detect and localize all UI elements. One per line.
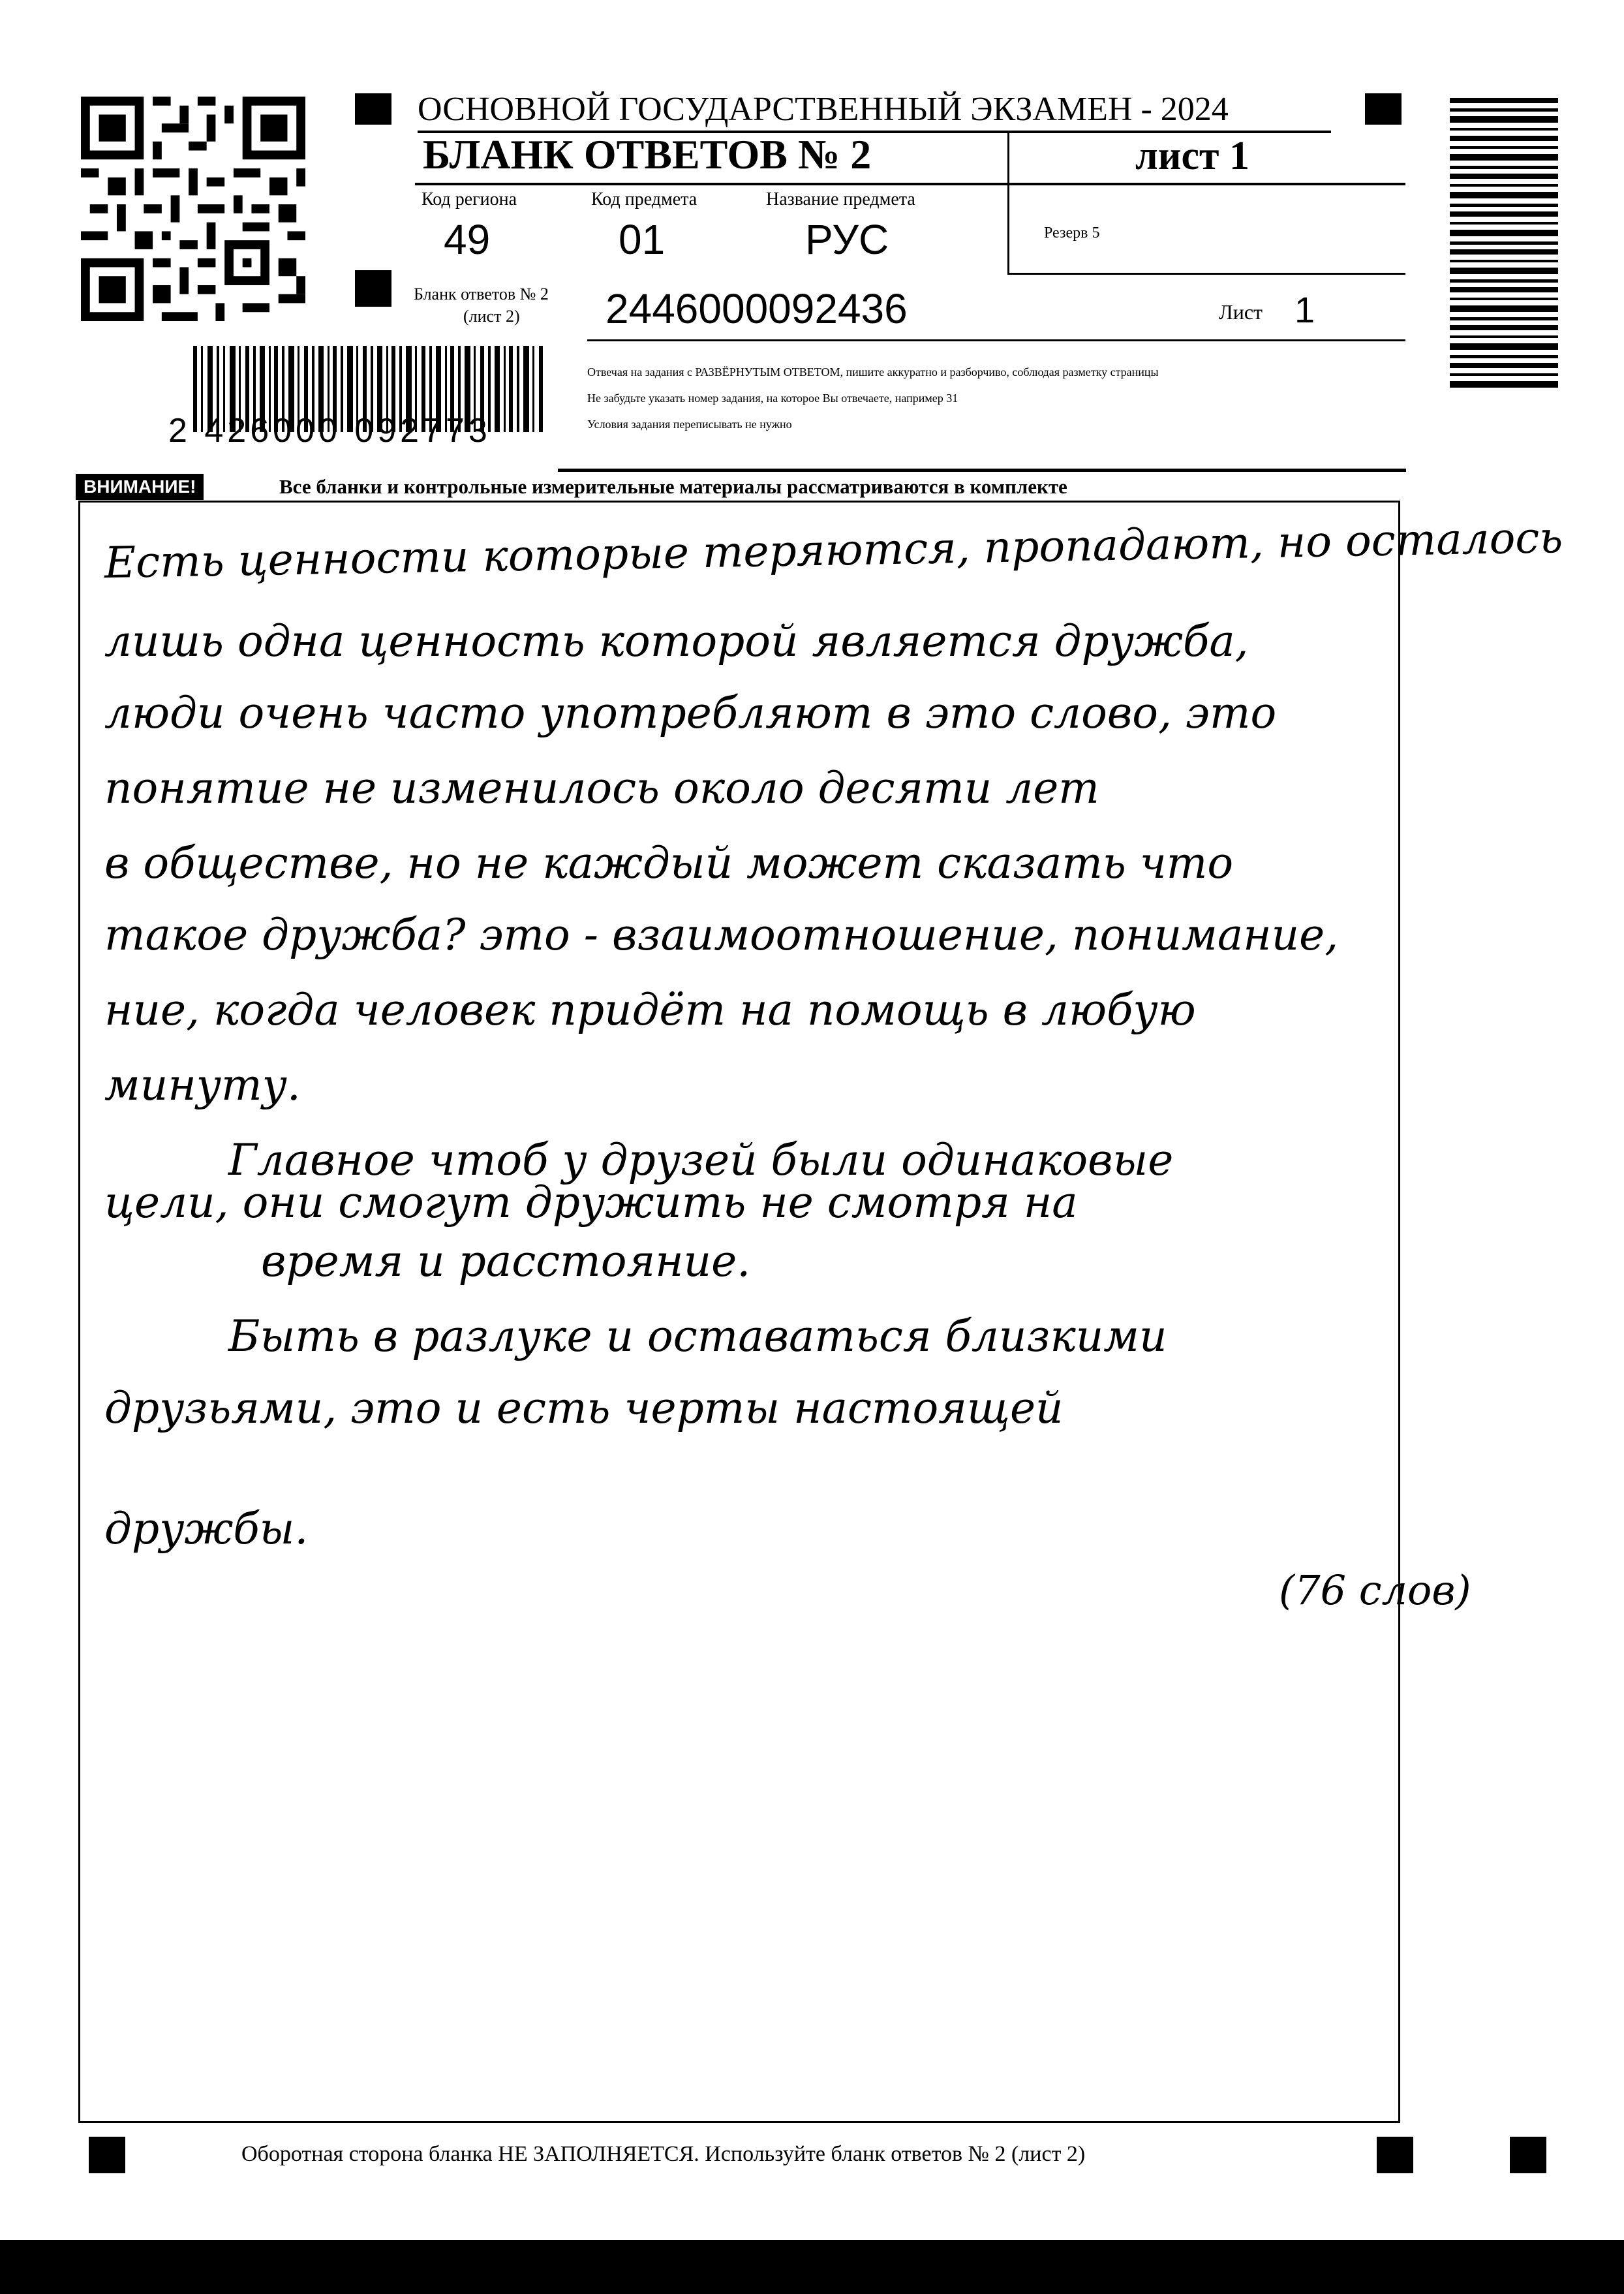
scan-border-bottom — [0, 2240, 1624, 2294]
header-divider — [1007, 133, 1009, 274]
instruction-line: Отвечая на задания с РАЗВЁРНУТЫМ ОТВЕТОМ, пишите аккуратно и разборчиво, соблюдая разметку страницы — [587, 365, 1159, 379]
handwritten-line: минуту. — [104, 1060, 301, 1110]
handwritten-line: время и расстояние. — [261, 1236, 751, 1286]
attention-badge: ВНИМАНИЕ! — [76, 474, 204, 500]
form2-underline — [587, 339, 1405, 341]
handwritten-line: Быть в разлуке и оставаться близкими — [228, 1311, 1167, 1361]
handwritten-line: Есть ценности которые теряются, пропадают, но осталось — [104, 512, 1563, 588]
handwritten-line: дружбы. — [104, 1504, 309, 1554]
subject-code-value: 01 — [619, 216, 666, 263]
header-bottom-line — [1007, 273, 1405, 275]
region-label: Код региона — [421, 189, 517, 209]
instruction-line: Не забудьте указать номер задания, на которое Вы отвечаете, например 31 — [587, 392, 958, 405]
exam-title: ОСНОВНОЙ ГОСУДАРСТВЕННЫЙ ЭКЗАМЕН - 2024 — [418, 91, 1229, 128]
word-count: (76 слов) — [1279, 1566, 1471, 1614]
subject-code-label: Код предмета — [591, 189, 697, 209]
handwritten-line: лишь одна ценность которой является дружба, — [104, 616, 1249, 666]
handwritten-line: Главное чтоб у друзей были одинаковые — [228, 1135, 1174, 1185]
alignment-marker — [89, 2137, 125, 2173]
region-value: 49 — [444, 216, 491, 263]
handwritten-line: друзьями, это и есть черты настоящей — [104, 1383, 1064, 1433]
handwritten-line: ние, когда человек придёт на помощь в любую — [104, 985, 1196, 1035]
alignment-marker — [1510, 2137, 1546, 2173]
form2-label: Бланк ответов № 2 — [414, 285, 549, 303]
footer-text: Оборотная сторона бланка НЕ ЗАПОЛНЯЕТСЯ. Используйте бланк ответов № 2 (лист 2) — [241, 2142, 1086, 2166]
form2-sub: (лист 2) — [463, 307, 520, 326]
alignment-marker — [355, 93, 391, 125]
qr-code — [77, 97, 309, 321]
alignment-marker — [1365, 93, 1402, 125]
sheet-num-value: 1 — [1295, 289, 1315, 330]
handwritten-line: в обществе, но не каждый может сказать что — [104, 838, 1234, 888]
instructions-bottom-line — [558, 469, 1406, 472]
handwritten-line: понятие не изменилось около десяти лет — [104, 763, 1099, 813]
handwritten-line: такое дружба? это - взаимоотношение, понимание, — [104, 910, 1339, 960]
alignment-marker — [355, 270, 391, 307]
sheet-num-label: Лист — [1219, 300, 1263, 324]
handwritten-line: люди очень часто употребляют в это слово, это — [104, 688, 1277, 738]
form-title-underline — [415, 183, 1405, 185]
reserve-label: Резерв 5 — [1044, 225, 1100, 241]
subject-name-label: Название предмета — [766, 189, 915, 209]
side-barcode — [1450, 98, 1558, 388]
handwritten-line: цели, они смогут дружить не смотря на — [104, 1177, 1078, 1228]
form-title: БЛАНК ОТВЕТОВ № 2 — [423, 131, 872, 178]
form2-number: 2446000092436 — [605, 285, 908, 332]
sheet-label: лист 1 — [1135, 134, 1249, 178]
barcode-digits: 2 426000 092773 — [168, 412, 491, 450]
instruction-line: Условия задания переписывать не нужно — [587, 418, 792, 431]
subject-name-value: РУС — [805, 216, 889, 263]
attention-text: Все бланки и контрольные измерительные материалы рассматриваются в комплекте — [279, 475, 1067, 498]
alignment-marker — [1377, 2137, 1413, 2173]
